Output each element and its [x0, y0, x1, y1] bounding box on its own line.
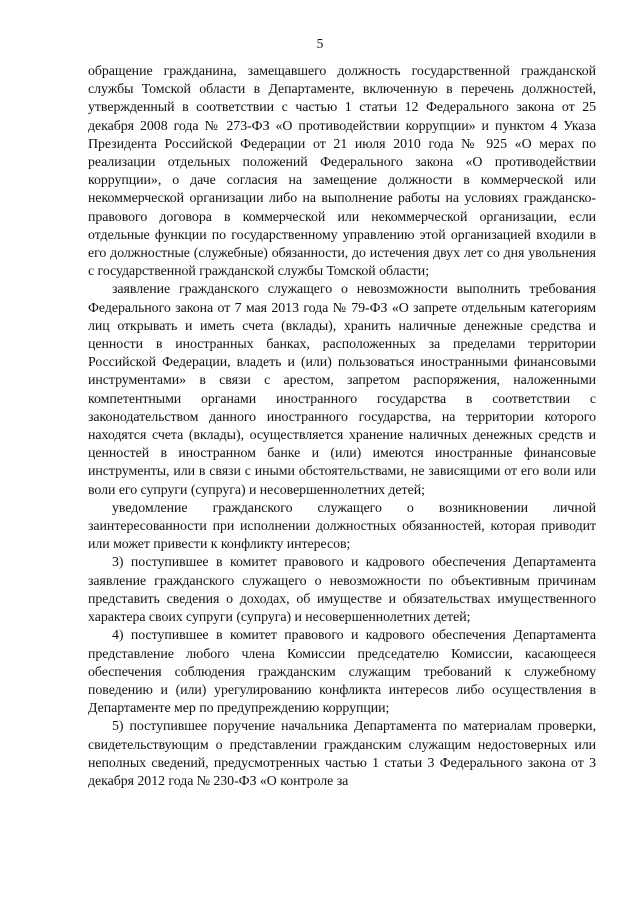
paragraph-item-3: 3) поступившее в комитет правового и кадрового обеспечения Департамента заявление гражданского служащего о невозможности по объективным причинам представить сведения о доходах, об имуществе и обязательствах имущественного характера своих супруги (супруга) и несовершеннолетних детей; — [88, 555, 596, 626]
document-body — [88, 63, 596, 791]
paragraph-foreign-accounts-statement: заявление гражданского служащего о невозможности выполнить требования Федерального закона от 7 мая 2013 года № 79-ФЗ «О запрете отдельным категориям лиц открывать и иметь счета (вклады), хранить наличные денежные средства и ценности в иностранных банках, расположенных за пределами территории Российской Федерации, владеть и (или) пользоваться иностранными финансовыми инструментами» в связи с арестом, запретом распоряжения, наложенными компетентными органами иностранного государства в соответствии с законодательством данного иностранного государства, на территории которого находятся счета (вклады), осуществляется хранение наличных денежных средств и ценностей в иностранном банке и (или) имеются иностранные финансовые инструменты, или в связи с иными обстоятельствами, не зависящими от его воли или воли его супруги (супруга) и несовершеннолетних детей; — [88, 282, 596, 498]
paragraph-conflict-of-interest-notice: уведомление гражданского служащего о возникновении личной заинтересованности при исполнении должностных обязанностей, которая приводит или может привести к конфликту интересов; — [88, 500, 596, 553]
paragraph-citizen-appeal: обращение гражданина, замещавшего должность государственной гражданской службы Томской области в Департаменте, включенную в перечень должностей, утвержденный в соответствии с частью 1 статьи 12 Федерального закона от 25 декабря 2008 года № 273-ФЗ «О противодействии коррупции» и пунктом 4 Указа Президента Российской Федерации от 21 июля 2010 года № 925 «О мерах по реализации отдельных положений Федерального закона «О противодействии коррупции», о даче согласия на замещение должности в коммерческой или некоммерческой организации либо на выполнение работы на условиях гражданско-правового договора в коммерческой или некоммерческой организации, если отдельные функции по государственному управлению этой организацией входили в его должностные (служебные) обязанности, до истечения двух лет со дня увольнения с государственной гражданской службы Томской области; — [88, 64, 596, 280]
page-number: 5 — [316, 36, 324, 51]
paragraph-item-4: 4) поступившее в комитет правового и кадрового обеспечения Департамента представление любого члена Комиссии председателю Комиссии, касающееся обеспечения соблюдения гражданским служащим требований к служебному поведению и (или) урегулированию конфликта интересов либо осуществления в Департаменте мер по предупреждению коррупции; — [88, 628, 596, 717]
paragraph-item-5: 5) поступившее поручение начальника Департамента по материалам проверки, свидетельствующим о представлении гражданским служащим недостоверных или неполных сведений, предусмотренных частью 1 статьи 3 Федерального закона от 3 декабря 2012 года № 230-ФЗ «О контроле за — [88, 719, 596, 789]
